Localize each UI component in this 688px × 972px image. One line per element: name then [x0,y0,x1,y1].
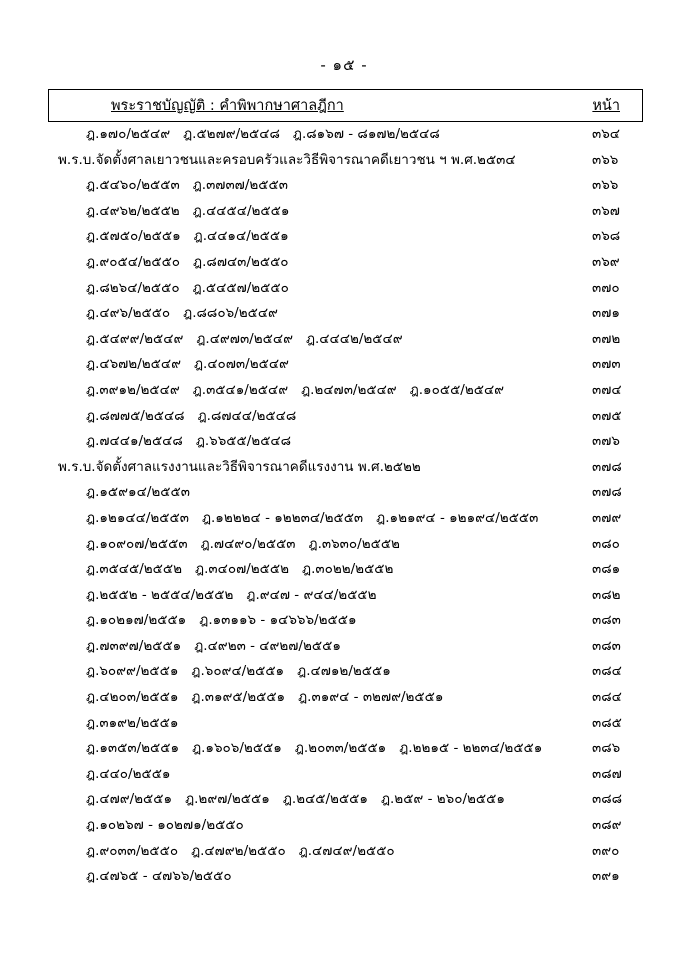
page-number-cell: ๓๖๗ [592,202,620,219]
case-citation-list [48,224,565,246]
section-heading-label [48,148,565,170]
table-row [48,276,643,302]
case-citation-list [48,429,565,451]
table-row [48,352,643,378]
page-number-cell: ๓๘๗ [592,765,622,782]
case-citation: ฎ.๔๗๙๒/๒๕๕๐ [191,842,286,859]
case-citation-list [48,557,565,579]
page-number-cell: ๓๗๕ [592,407,622,424]
case-citation: ฎ.๒๕๕๒ - ๒๕๕๔/๒๕๕๒ [86,586,234,603]
case-citation-list [48,608,565,630]
case-citation: ฎ.๕๔๙๙/๒๕๔๙ [86,330,184,347]
case-citation: ฎ.๓๖๓๐/๒๕๕๒ [308,535,400,552]
case-citation: ฎ.๔๙๖/๒๕๕๐ [86,305,171,322]
case-citation: ฎ.๕๔๖๐/๒๕๕๓ [86,177,180,194]
table-row [48,378,643,404]
table-row [48,711,643,737]
case-citation: ฎ.๑๒๑๙๔ - ๑๒๑๙๔/๒๕๕๓ [376,509,539,526]
case-citation-list [48,301,565,323]
case-citation: ฎ.๒๒๑๕ - ๒๒๓๔/๒๕๕๑ [399,740,543,757]
section-title-text: พ.ร.บ.จัดตั้งศาลเยาวชนและครอบครัวและวิธีพิจารณาคดีเยาวชน ฯ พ.ศ.๒๕๓๔ [58,151,516,168]
table-row [48,506,643,532]
case-citation: ฎ.๖๖๕๕/๒๕๔๘ [195,433,292,450]
page-number-cell: ๓๗๐ [592,279,620,296]
case-citation-list [48,659,565,681]
table-row [48,659,643,685]
table-row [48,480,643,506]
table-row [48,224,643,250]
case-citation-list [48,839,565,861]
table-row [48,839,643,865]
page-number-cell: ๓๖๙ [592,253,620,270]
table-row [48,122,643,148]
case-citation-list [48,685,565,707]
table-row [48,608,643,634]
case-citation: ฎ.๔๙๒๓ - ๔๙๒๗/๒๕๕๑ [194,637,341,654]
case-citation: ฎ.๕๗๕๐/๒๕๕๑ [86,228,181,245]
table-row [48,404,643,430]
case-citation: ฎ.๑๐๕๕/๒๕๔๙ [409,381,505,398]
case-citation: ฎ.๘๑๖๗ - ๘๑๗๒/๒๕๔๘ [292,126,440,142]
case-citation-list [48,173,565,195]
case-citation: ฎ.๑๒๒๒๔ - ๑๒๒๓๔/๒๕๕๓ [201,509,364,526]
table-row [48,634,643,660]
case-citation-list [48,327,565,349]
case-citation: ฎ.๕๒๗๙/๒๕๔๘ [183,126,280,142]
case-citation: ฎ.๘๘๐๖/๒๕๔๙ [183,305,278,322]
case-citation: ฎ.๓๙๑๒/๒๕๔๙ [86,381,180,398]
case-citation: ฎ.๙๐๕๔/๒๕๕๐ [86,253,181,270]
case-citation-list [48,532,565,554]
case-citation-list [48,736,565,758]
table-row [48,173,643,199]
page-folio-number: - ๑๕ - [320,56,368,74]
section-title-text: พ.ร.บ.จัดตั้งศาลแรงงานและวิธีพิจารณาคดีแรงงาน พ.ศ.๒๕๒๒ [58,458,421,475]
case-citation: ฎ.๗๔๔๑/๒๕๔๘ [86,433,183,450]
page-number-cell: ๓๖๖ [592,151,619,168]
case-citation: ฎ.๑๐๒๑๗/๒๕๕๑ [86,612,187,629]
case-citation: ฎ.๔๗๖๕ - ๔๗๖๖/๒๕๕๐ [86,868,232,885]
page-number-cell: ๓๘๔ [592,689,622,706]
case-citation-list [48,404,565,426]
table-row [48,813,643,839]
case-citation-list [48,122,565,144]
case-citation: ฎ.๑๖๐๖/๒๕๕๑ [192,740,282,757]
case-citation: ฎ.๔๔๐/๒๕๕๑ [86,765,171,782]
section-heading-label [48,455,565,477]
page-number-cell: ๓๗๒ [592,330,621,347]
case-citation-list [48,250,565,272]
case-citation: ฎ.๓๔๐๗/๒๕๕๒ [195,561,290,578]
case-citation: ฎ.๔๒๐๓/๒๕๕๑ [86,689,179,706]
case-citation-list [48,583,565,605]
table-row [48,327,643,353]
case-citation: ฎ.๔๔๑๔/๒๕๕๑ [193,228,289,245]
case-citation: ฎ.๓๑๙๔ - ๓๒๗๙/๒๕๕๑ [298,689,444,706]
page-number-cell: ๓๙๐ [592,842,620,859]
page-number-cell: ๓๘๘ [592,791,623,808]
table-row [48,199,643,225]
case-citation: ฎ.๒๔๗๓/๒๕๔๙ [301,381,397,398]
page-number-cell: ๓๘๙ [592,817,622,834]
case-citation: ฎ.๓๗๓๗/๒๕๕๓ [192,177,288,194]
case-citation: ฎ.๑๐๙๐๗/๒๕๕๓ [86,535,188,552]
index-header-box [48,89,643,122]
case-citation: ฎ.๑๓๑๑๖ - ๑๔๖๖๖/๒๕๕๑ [199,612,357,629]
case-citation: ฎ.๕๔๕๗/๒๕๕๐ [192,279,289,296]
page-number-cell: ๓๗๖ [592,433,620,450]
case-citation: ฎ.๒๔๕/๒๕๕๑ [282,791,368,808]
case-citation: ฎ.๖๐๙๙/๒๕๕๑ [86,663,179,680]
page-number-cell: ๓๖๘ [592,228,621,245]
table-row [48,557,643,583]
case-citation-list [48,864,565,886]
section-heading-row [48,455,643,481]
case-citation: ฎ.๓๑๙๒/๒๕๕๑ [86,714,179,731]
case-citation: ฎ.๘๗๔๔/๒๕๔๘ [197,407,297,424]
case-citation: ฎ.๘๒๖๔/๒๕๕๐ [86,279,180,296]
case-citation-list [48,276,565,298]
section-heading-row [48,148,643,174]
case-citation-list [48,199,565,221]
page-number-cell: ๓๘๒ [592,586,621,603]
page-number-cell: ๓๗๓ [592,356,621,373]
index-header-page-column: หน้า [592,98,620,114]
case-citation: ฎ.๔๐๗๓/๒๕๔๙ [193,356,289,373]
table-row [48,685,643,711]
case-citation: ฎ.๒๙๗/๒๕๕๑ [185,791,270,808]
page-number-cell: ๓๖๖ [592,177,619,194]
case-citation: ฎ.๖๐๙๔/๒๕๕๑ [191,663,285,680]
case-citation: ฎ.๔๙๖๒/๒๕๕๒ [86,202,180,219]
table-row [48,787,643,813]
case-citation: ฎ.๑๕๙๑๔/๒๕๕๓ [86,484,190,501]
case-citation: ฎ.๔๙๗๓/๒๕๔๙ [196,330,293,347]
page-number-cell: ๓๗๘ [592,484,622,501]
case-citation: ฎ.๔๔๕๔/๒๕๕๑ [192,202,290,219]
case-citation-list [48,711,565,733]
case-citation-list [48,787,565,809]
page-number-cell: ๓๘๐ [592,535,620,552]
page-number-cell: ๓๘๖ [592,740,621,757]
page-number-cell: ๓๘๕ [592,714,622,731]
table-row [48,429,643,455]
page-number-cell: ๓๖๔ [592,126,621,142]
case-citation: ฎ.๗๓๙๗/๒๕๕๑ [86,637,182,654]
page-number-cell: ๓๗๔ [592,381,622,398]
table-row [48,736,643,762]
table-row [48,762,643,788]
table-row [48,250,643,276]
case-citation: ฎ.๙๔๗ - ๙๔๔/๒๕๕๒ [246,586,377,603]
case-citation: ฎ.๑๓๕๓/๒๕๕๑ [86,740,180,757]
index-rows [48,122,643,890]
case-citation: ฎ.๒๕๙ - ๒๖๐/๒๕๕๑ [380,791,505,808]
case-citation-list [48,480,565,502]
case-citation-list [48,352,565,374]
table-row [48,583,643,609]
case-citation: ฎ.๑๗๐/๒๕๔๙ [86,126,171,142]
case-citation: ฎ.๘๗๗๕/๒๕๔๘ [86,407,185,424]
case-citation-list [48,506,565,528]
case-citation: ฎ.๗๔๙๐/๒๕๕๓ [200,535,296,552]
table-row [48,301,643,327]
case-citation: ฎ.๔๗๙/๒๕๕๑ [86,791,173,808]
case-citation-list [48,762,565,784]
page-number-cell: ๓๘๓ [592,637,621,654]
case-citation: ฎ.๔๗๑๒/๒๕๕๑ [297,663,391,680]
page-number-cell: ๓๘๓ [592,612,621,629]
case-citation: ฎ.๒๐๓๓/๒๕๕๑ [294,740,387,757]
page-number-cell: ๓๗๙ [592,509,622,526]
page-number-cell: ๓๗๑ [592,305,620,322]
case-citation: ฎ.๑๐๒๖๗ - ๑๐๒๗๑/๒๕๕๐ [86,817,244,834]
case-citation: ฎ.๓๕๔๕/๒๕๕๒ [86,561,183,578]
page-number-cell: ๓๙๑ [592,868,620,885]
page-number-cell: ๓๗๘ [592,458,622,475]
case-citation: ฎ.๔๗๔๙/๒๕๕๐ [298,842,395,859]
case-citation-list [48,378,565,400]
case-citation: ฎ.๔๖๗๒/๒๕๔๙ [86,356,181,373]
case-citation: ฎ.๙๐๓๓/๒๕๕๐ [86,842,179,859]
case-citation: ฎ.๑๒๑๔๔/๒๕๕๓ [86,509,189,526]
case-citation: ฎ.๓๑๙๕/๒๕๕๑ [191,689,286,706]
case-citation: ฎ.๔๔๔๒/๒๕๔๙ [305,330,403,347]
case-citation: ฎ.๓๐๒๒/๒๕๕๒ [302,561,394,578]
index-header-title: พระราชบัญญัติ : คำพิพากษาศาลฎีกา [111,98,344,114]
table-row [48,532,643,558]
case-citation: ฎ.๓๕๔๑/๒๕๔๙ [192,381,289,398]
page-number-cell: ๓๘๑ [592,561,621,578]
page-number-cell: ๓๘๔ [592,663,622,680]
case-citation-list [48,634,565,656]
case-citation: ฎ.๘๗๔๓/๒๕๕๐ [193,253,289,270]
table-row [48,864,643,890]
case-citation-list [48,813,565,835]
